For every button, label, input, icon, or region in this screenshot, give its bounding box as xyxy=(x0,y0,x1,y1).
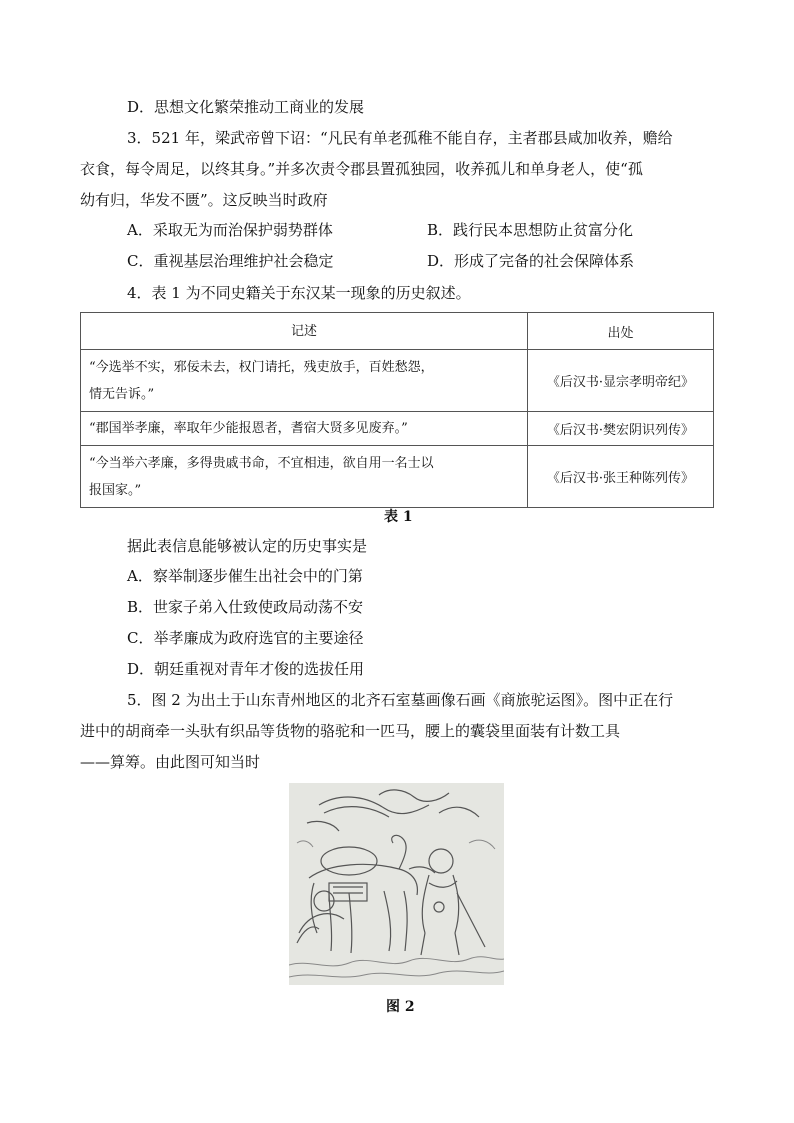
q4-option-d: D．朝廷重视对青年才俊的选拔任用 xyxy=(127,660,365,678)
source-cell: 《后汉书·张王种陈列传》 xyxy=(528,446,714,508)
caravan-stone-relief-image xyxy=(289,783,504,985)
record-line-2: 报国家。” xyxy=(89,482,142,498)
record-line-1: “郡国举孝廉，率取年少能报恩者，耆宿大贤多见废弃。” xyxy=(89,421,408,436)
record-line-1: “今选举不实，邪佞未去，权门请托，残吏放手，百姓愁怨， xyxy=(89,359,434,375)
record-cell xyxy=(81,412,528,446)
record-cell xyxy=(81,350,528,412)
q3-option-d: D．形成了完备的社会保障体系 xyxy=(427,252,635,270)
table-row xyxy=(81,412,714,446)
figure-caption: 图 2 xyxy=(386,999,415,1015)
q3-stem-line-1: 3．521 年，梁武帝曾下诏：“凡民有单老孤稚不能自存，主者郡县咸加收养，赡给 xyxy=(127,129,673,147)
history-table xyxy=(80,312,714,508)
q4-option-b: B．世家子弟入仕致使政局动荡不安 xyxy=(127,598,364,616)
record-line-2: 情无告诉。” xyxy=(89,386,155,402)
source-cell: 《后汉书·显宗孝明帝纪》 xyxy=(528,350,714,412)
header-source: 出处 xyxy=(528,313,714,350)
table-header-row xyxy=(81,313,714,350)
q4-option-c: C．举孝廉成为政府选官的主要途径 xyxy=(127,629,364,647)
q4-stem: 4．表 1 为不同史籍关于东汉某一现象的历史叙述。 xyxy=(127,284,471,302)
q3-stem-line-3: 幼有归，华发不匮”。这反映当时政府 xyxy=(80,191,328,209)
source-cell: 《后汉书·樊宏阴识列传》 xyxy=(528,412,714,446)
q4-option-a: A．察举制逐步催生出社会中的门第 xyxy=(127,567,363,585)
header-record: 记述 xyxy=(81,313,528,350)
q4-question: 据此表信息能够被认定的历史事实是 xyxy=(127,537,368,555)
table-row xyxy=(81,350,714,412)
q3-option-a: A．采取无为而治保护弱势群体 xyxy=(127,221,333,239)
q5-stem-line-1: 5．图 2 为出土于山东青州地区的北齐石室墓画像石画《商旅驼运图》。图中正在行 xyxy=(127,691,674,709)
q5-stem-line-3: ——算筹。由此图可知当时 xyxy=(80,753,261,771)
caravan-drawing xyxy=(289,783,504,985)
q3-stem-line-2: 衣食，每令周足，以终其身。”并多次责令郡县置孤独园，收养孤儿和单身老人，使“孤 xyxy=(80,160,643,178)
table-row xyxy=(81,446,714,508)
q2-option-d: D．思想文化繁荣推动工商业的发展 xyxy=(127,98,365,116)
q5-stem-line-2: 进中的胡商牵一头驮有织品等货物的骆驼和一匹马，腰上的囊袋里面装有计数工具 xyxy=(80,722,621,740)
record-line-1: “今当举六孝廉，多得贵戚书命，不宜相违，欲自用一名士以 xyxy=(89,455,434,471)
record-cell xyxy=(81,446,528,508)
table-caption: 表 1 xyxy=(384,509,413,525)
q3-option-c: C．重视基层治理维护社会稳定 xyxy=(127,252,334,270)
q3-option-b: B．践行民本思想防止贫富分化 xyxy=(427,221,634,239)
